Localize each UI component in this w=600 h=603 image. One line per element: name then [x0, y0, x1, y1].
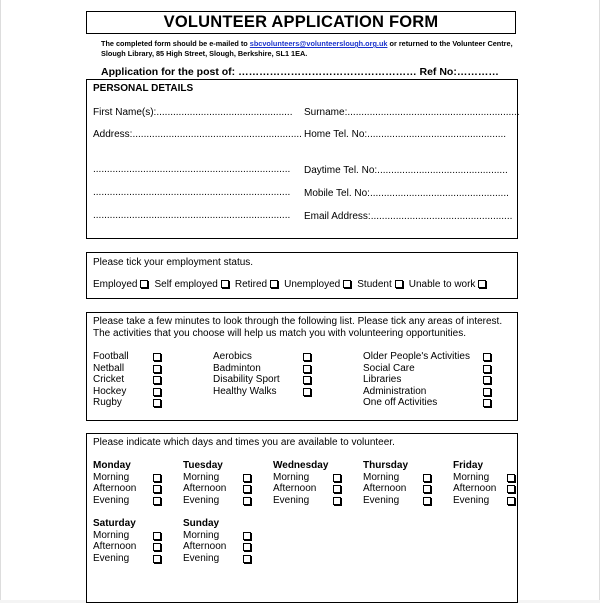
unemployed-label: Unemployed	[284, 279, 341, 290]
saturday-afternoon-checkbox[interactable]	[153, 543, 161, 551]
wednesday-afternoon-checkbox[interactable]	[333, 485, 341, 493]
availability-section	[86, 433, 518, 603]
day-friday: Friday	[453, 460, 484, 471]
thursday-morning-label: Morning	[363, 472, 400, 483]
employment-prompt: Please tick your employment status.	[93, 257, 254, 268]
tuesday-evening-checkbox[interactable]	[243, 497, 251, 505]
monday-evening-label: Evening	[93, 495, 130, 506]
disability-sport-checkbox[interactable]	[303, 376, 311, 384]
student-checkbox[interactable]	[395, 280, 403, 288]
interest-football: Football	[93, 351, 129, 362]
employment-options	[93, 279, 492, 291]
day-sunday: Sunday	[183, 518, 220, 529]
sunday-evening-label: Evening	[183, 553, 220, 564]
wednesday-morning-label: Morning	[273, 472, 310, 483]
interests-prompt-line1: Please take a few minutes to look through the following list. Please tick any areas of interest.	[93, 316, 503, 327]
unemployed-checkbox[interactable]	[343, 280, 351, 288]
tuesday-evening-label: Evening	[183, 495, 220, 506]
social-care-checkbox[interactable]	[483, 365, 491, 373]
interest-hockey: Hockey	[93, 386, 127, 397]
interest-netball: Netball	[93, 363, 125, 374]
interest-disability-sport: Disability Sport	[213, 374, 280, 385]
wednesday-afternoon-label: Afternoon	[273, 483, 317, 494]
interest-rugby: Rugby	[93, 397, 122, 408]
interests-prompt-line2: The activities that you choose will help us match you with volunteering opportunities.	[93, 328, 466, 339]
aerobics-checkbox[interactable]	[303, 353, 311, 361]
saturday-afternoon-label: Afternoon	[93, 541, 137, 552]
rugby-checkbox[interactable]	[153, 399, 161, 407]
post-line	[101, 66, 499, 78]
thursday-afternoon-checkbox[interactable]	[423, 485, 431, 493]
interests-section	[86, 312, 518, 421]
hockey-checkbox[interactable]	[153, 388, 161, 396]
availability-prompt: Please indicate which days and times you are available to volunteer.	[93, 437, 395, 448]
home-tel-field[interactable]: Home Tel. No:..................................................	[304, 129, 507, 140]
interest-badminton: Badminton	[213, 363, 261, 374]
cricket-checkbox[interactable]	[153, 376, 161, 384]
unable-to-work-checkbox[interactable]	[478, 280, 486, 288]
thursday-evening-checkbox[interactable]	[423, 497, 431, 505]
interest-older-people: Older People's Activities	[363, 351, 470, 362]
tuesday-afternoon-checkbox[interactable]	[243, 485, 251, 493]
surname-field[interactable]: Surname:..............................................................	[304, 107, 520, 118]
saturday-morning-label: Morning	[93, 530, 130, 541]
thursday-afternoon-label: Afternoon	[363, 483, 407, 494]
self-employed-checkbox[interactable]	[221, 280, 229, 288]
title-box	[86, 11, 516, 34]
form-title: VOLUNTEER APPLICATION FORM	[163, 13, 439, 31]
ref-field[interactable]: …………	[456, 66, 499, 78]
thursday-evening-label: Evening	[363, 495, 400, 506]
page-edge	[0, 0, 1, 600]
mobile-tel-field[interactable]: Mobile Tel. No:..................................................	[304, 188, 509, 199]
address-line-3[interactable]: .......................................................................	[93, 187, 291, 198]
friday-morning-label: Morning	[453, 472, 490, 483]
post-label: Application for the post of:	[101, 66, 239, 78]
interest-aerobics: Aerobics	[213, 351, 252, 362]
friday-afternoon-checkbox[interactable]	[507, 485, 515, 493]
student-label: Student	[357, 279, 392, 290]
day-wednesday: Wednesday	[273, 460, 329, 471]
interest-one-off: One off Activities	[363, 397, 438, 408]
older-people-checkbox[interactable]	[483, 353, 491, 361]
unable-to-work-label: Unable to work	[408, 279, 476, 290]
monday-morning-label: Morning	[93, 472, 130, 483]
day-tuesday: Tuesday	[183, 460, 223, 471]
monday-afternoon-checkbox[interactable]	[153, 485, 161, 493]
ref-label: Ref No:	[416, 66, 457, 78]
friday-morning-checkbox[interactable]	[507, 474, 515, 482]
sunday-morning-label: Morning	[183, 530, 220, 541]
healthy-walks-checkbox[interactable]	[303, 388, 311, 396]
retired-checkbox[interactable]	[270, 280, 278, 288]
personal-details-section	[86, 79, 518, 239]
sunday-evening-checkbox[interactable]	[243, 555, 251, 563]
day-thursday: Thursday	[363, 460, 409, 471]
employed-checkbox[interactable]	[140, 280, 148, 288]
friday-evening-checkbox[interactable]	[507, 497, 515, 505]
address-line-4[interactable]: .......................................................................	[93, 210, 291, 221]
saturday-evening-label: Evening	[93, 553, 130, 564]
tuesday-afternoon-label: Afternoon	[183, 483, 227, 494]
netball-checkbox[interactable]	[153, 365, 161, 373]
email-address-field[interactable]: Email Address:...................................................	[304, 211, 513, 222]
tuesday-morning-checkbox[interactable]	[243, 474, 251, 482]
sunday-morning-checkbox[interactable]	[243, 532, 251, 540]
self-employed-label: Self employed	[154, 279, 218, 290]
saturday-evening-checkbox[interactable]	[153, 555, 161, 563]
email-link[interactable]: sbcvolunteers@volunteerslough.org.uk	[249, 39, 388, 48]
tuesday-morning-label: Morning	[183, 472, 220, 483]
badminton-checkbox[interactable]	[303, 365, 311, 373]
address-field[interactable]: Address:.............................................................	[93, 129, 302, 140]
saturday-morning-checkbox[interactable]	[153, 532, 161, 540]
wednesday-evening-checkbox[interactable]	[333, 497, 341, 505]
retired-label: Retired	[234, 279, 268, 290]
sunday-afternoon-checkbox[interactable]	[243, 543, 251, 551]
libraries-checkbox[interactable]	[483, 376, 491, 384]
one-off-checkbox[interactable]	[483, 399, 491, 407]
employed-label: Employed	[93, 279, 138, 290]
address-line-2[interactable]: .......................................................................	[93, 164, 291, 175]
football-checkbox[interactable]	[153, 353, 161, 361]
interest-administration: Administration	[363, 386, 427, 397]
intro-before: The completed form should be e-mailed to	[101, 39, 250, 48]
day-saturday: Saturday	[93, 518, 136, 529]
monday-evening-checkbox[interactable]	[153, 497, 161, 505]
intro-text	[101, 39, 521, 59]
thursday-morning-checkbox[interactable]	[423, 474, 431, 482]
interest-libraries: Libraries	[363, 374, 402, 385]
employment-section	[86, 252, 518, 299]
sunday-afternoon-label: Afternoon	[183, 541, 227, 552]
monday-morning-checkbox[interactable]	[153, 474, 161, 482]
interest-healthy-walks: Healthy Walks	[213, 386, 277, 397]
personal-details-heading: PERSONAL DETAILS	[93, 83, 194, 94]
interest-social-care: Social Care	[363, 363, 415, 374]
intro-after: or returned to the Volunteer Centre, Slough Library, 85 High Street, Slough, Berkshire, SL1 1EA.	[101, 39, 513, 58]
friday-afternoon-label: Afternoon	[453, 483, 497, 494]
post-field[interactable]: ……………………………………………	[238, 66, 417, 78]
administration-checkbox[interactable]	[483, 388, 491, 396]
daytime-tel-field[interactable]: Daytime Tel. No:...............................................	[304, 165, 508, 176]
wednesday-evening-label: Evening	[273, 495, 310, 506]
day-monday: Monday	[93, 460, 131, 471]
wednesday-morning-checkbox[interactable]	[333, 474, 341, 482]
monday-afternoon-label: Afternoon	[93, 483, 137, 494]
friday-evening-label: Evening	[453, 495, 490, 506]
first-name-field[interactable]: First Name(s):.................................................	[93, 107, 293, 118]
interest-cricket: Cricket	[93, 374, 125, 385]
